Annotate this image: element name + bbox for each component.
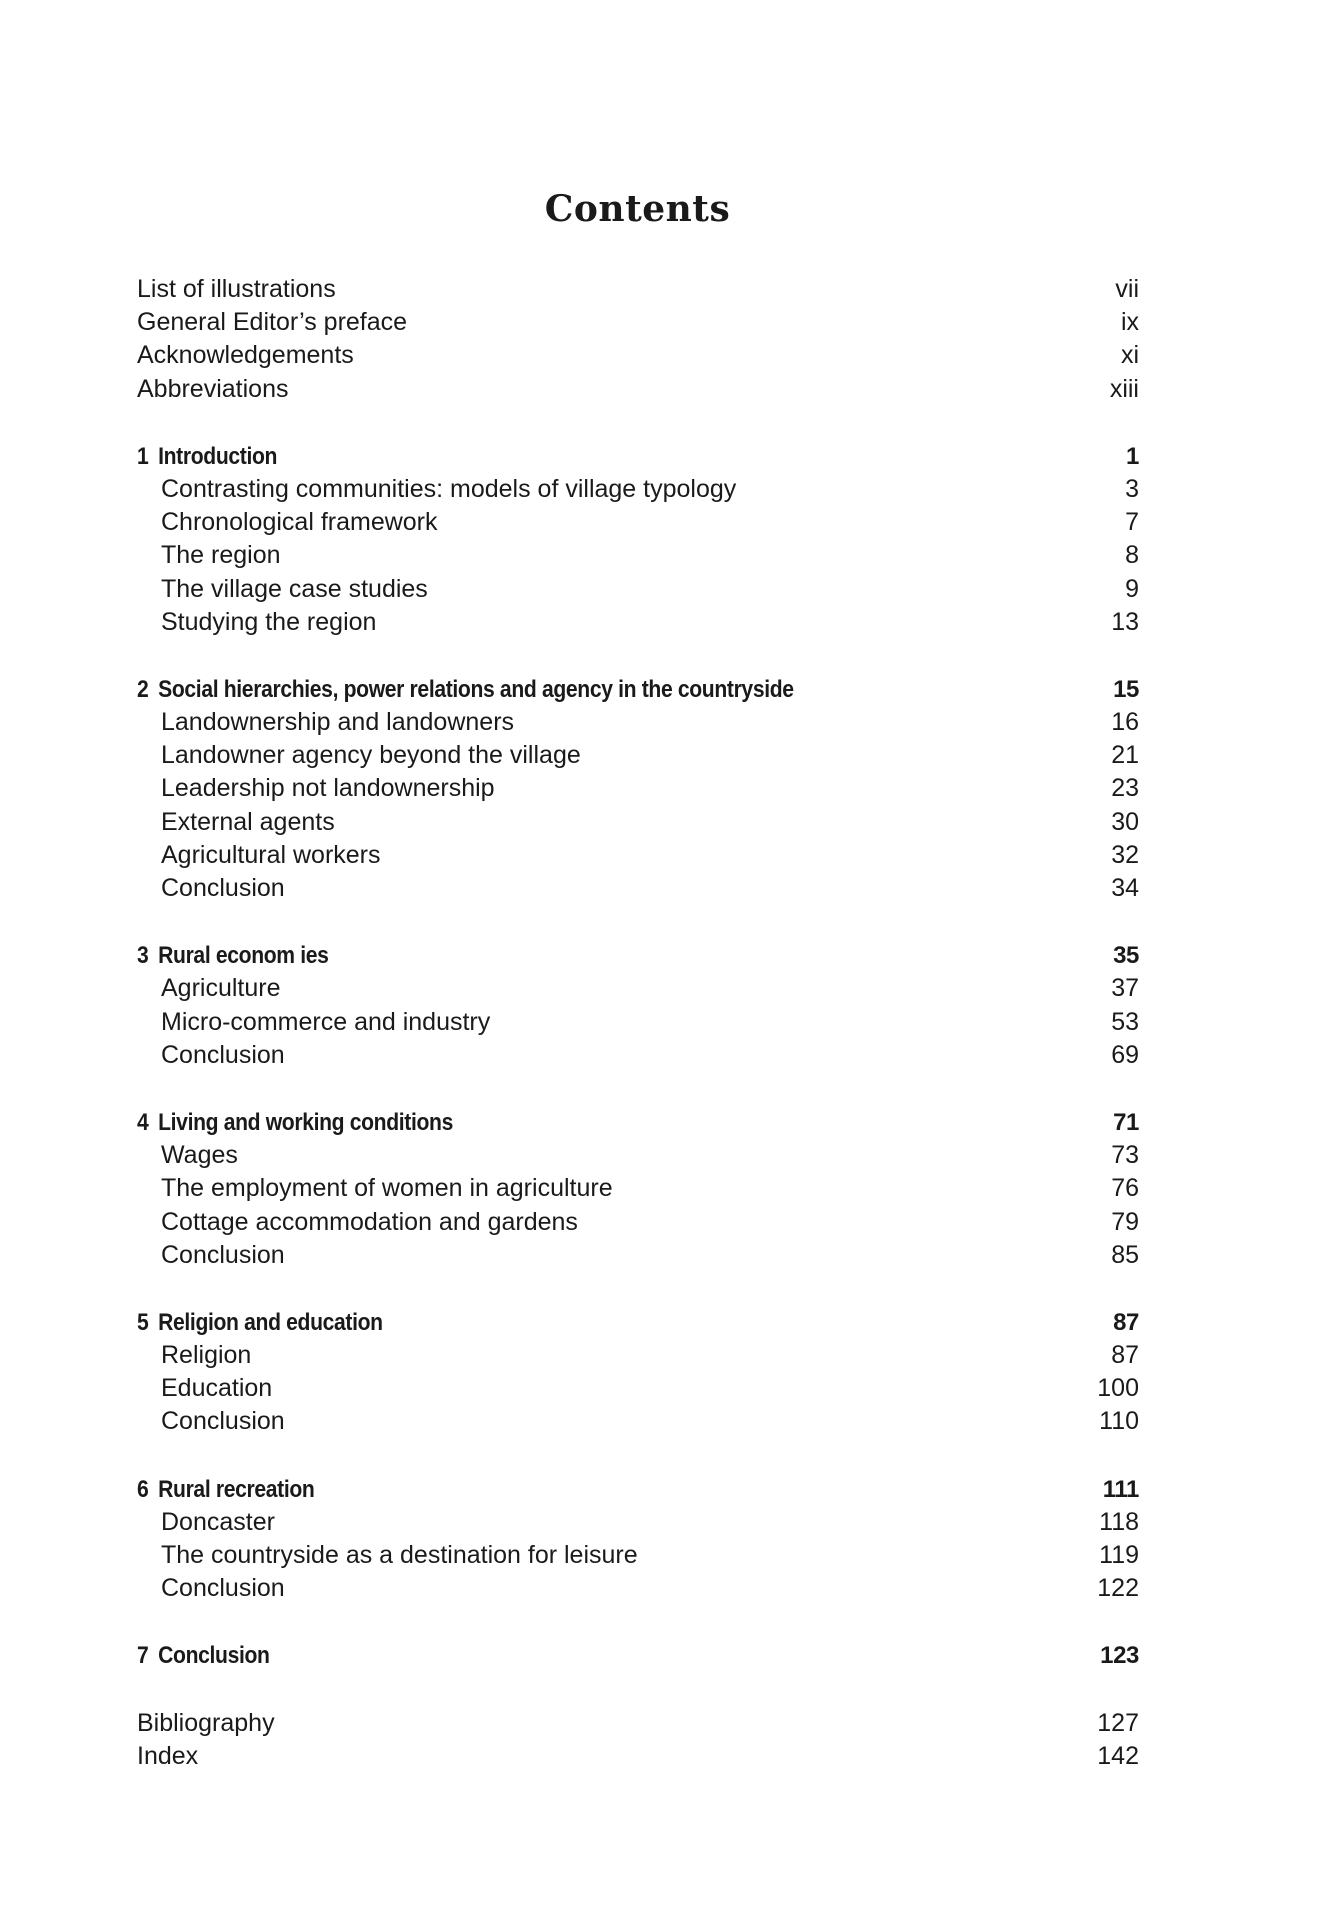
section-entry[interactable] <box>137 839 1139 872</box>
toc-entry-label: List of illustrations <box>137 275 336 303</box>
section-entry[interactable] <box>137 872 1139 905</box>
page-number: 69 <box>1111 1040 1139 1069</box>
page-number: 37 <box>1111 974 1139 1003</box>
section-entry-label: Conclusion <box>161 1040 285 1069</box>
chapter-entry[interactable] <box>137 1306 1139 1339</box>
chapter-group <box>137 1473 1139 1606</box>
toc-entry-label: Index <box>137 1741 199 1770</box>
page-title: Contents <box>544 188 731 230</box>
page-number: 127 <box>1097 1708 1139 1737</box>
section-entry-label: Cottage accommodation and gardens <box>161 1207 578 1236</box>
section-entry-label: The employment of women in agriculture <box>161 1174 613 1203</box>
page-number: 30 <box>1111 807 1139 836</box>
chapter-entry-label <box>137 440 277 473</box>
toc-entry[interactable] <box>137 306 1139 339</box>
page-number: 111 <box>1102 1475 1139 1503</box>
page-number: xiii <box>1109 374 1139 403</box>
section-entry-label: Conclusion <box>161 1240 285 1269</box>
toc-entry[interactable] <box>137 1740 1139 1773</box>
section-entry[interactable] <box>137 539 1139 572</box>
page-number: 118 <box>1099 1507 1139 1536</box>
chapter-group <box>137 440 1139 639</box>
toc-entry[interactable] <box>137 1707 1139 1740</box>
section-entry[interactable] <box>137 506 1139 539</box>
chapter-title: Living and working conditions <box>158 1108 453 1136</box>
chapter-entry-label <box>137 1473 314 1506</box>
chapter-title: Rural econom ies <box>158 942 329 970</box>
section-entry[interactable] <box>137 772 1139 805</box>
section-entry[interactable] <box>137 972 1139 1005</box>
section-entry[interactable] <box>137 573 1139 606</box>
page-number: 87 <box>1113 1308 1139 1336</box>
section-entry-label: Studying the region <box>161 607 377 636</box>
section-entry-label: Religion <box>161 1341 252 1370</box>
section-entry[interactable] <box>137 1239 1139 1272</box>
section-entry-label: Agriculture <box>161 974 281 1003</box>
page-number: 16 <box>1111 708 1139 737</box>
page-number: 53 <box>1111 1007 1139 1036</box>
page-number: 87 <box>1111 1341 1139 1370</box>
chapter-number: 2 <box>137 675 149 703</box>
page-number: 79 <box>1111 1207 1139 1236</box>
chapter-entry[interactable] <box>137 673 1139 706</box>
chapter-group <box>137 673 1139 905</box>
chapter-entry-label <box>137 1639 270 1672</box>
section-entry-label: External agents <box>161 807 335 836</box>
page-number: 71 <box>1113 1108 1139 1136</box>
page-number: 23 <box>1111 774 1139 803</box>
section-entry[interactable] <box>137 1206 1139 1239</box>
page-number: 85 <box>1111 1240 1139 1269</box>
page-number: 76 <box>1111 1174 1139 1203</box>
chapter-title: Conclusion <box>158 1642 270 1670</box>
toc-entry[interactable] <box>137 373 1139 406</box>
page-number: 123 <box>1100 1642 1139 1670</box>
page-number: xi <box>1120 341 1139 370</box>
page-number: 119 <box>1099 1541 1139 1569</box>
chapter-entry[interactable] <box>137 1106 1139 1139</box>
page-number: 142 <box>1097 1741 1139 1770</box>
chapter-number: 4 <box>137 1108 149 1136</box>
page-number: ix <box>1120 308 1139 337</box>
page-number: 1 <box>1126 442 1139 470</box>
toc-entry-label: General Editor’s preface <box>137 308 408 337</box>
chapter-title: Religion and education <box>158 1308 383 1336</box>
section-entry[interactable] <box>137 1506 1139 1539</box>
section-entry[interactable] <box>137 1172 1139 1205</box>
toc-entry-label: Acknowledgements <box>137 341 354 370</box>
section-entry-label: Chronological framework <box>161 508 438 537</box>
page-number: vii <box>1115 275 1139 303</box>
page-number: 9 <box>1125 574 1139 603</box>
section-entry-label: Agricultural workers <box>161 840 381 869</box>
page-number: 13 <box>1111 607 1139 636</box>
section-entry-label: Conclusion <box>161 1574 285 1603</box>
toc-entry-label: Abbreviations <box>137 374 289 403</box>
page-number: 32 <box>1111 840 1139 869</box>
front-matter <box>137 273 1139 406</box>
section-entry[interactable] <box>137 1006 1139 1039</box>
chapter-entry-label <box>137 1106 453 1139</box>
page-number: 34 <box>1111 874 1139 902</box>
chapter-number: 3 <box>137 942 149 970</box>
chapter-number: 6 <box>137 1475 149 1503</box>
chapter-title: Introduction <box>158 442 278 470</box>
section-entry-label: Leadership not landownership <box>161 774 495 803</box>
section-entry[interactable] <box>137 1539 1139 1572</box>
chapter-title: Rural recreation <box>158 1475 315 1503</box>
page-number: 100 <box>1097 1374 1139 1403</box>
section-entry-label: Conclusion <box>161 1407 285 1436</box>
section-entry-label: Wages <box>161 1141 238 1170</box>
chapter-group <box>137 1306 1139 1439</box>
chapter-entry[interactable] <box>137 440 1139 473</box>
section-entry-label: The village case studies <box>161 574 428 603</box>
chapter-number: 7 <box>137 1642 149 1670</box>
chapter-entry-label <box>137 1306 383 1339</box>
page-number: 73 <box>1111 1141 1139 1170</box>
back-matter <box>137 1707 1139 1773</box>
section-entry[interactable] <box>137 806 1139 839</box>
section-entry-label: Landowner agency beyond the village <box>161 741 581 770</box>
toc-entry[interactable] <box>137 273 1139 306</box>
chapter-group <box>137 1639 1139 1672</box>
section-entry-label: Micro-commerce and industry <box>161 1007 491 1036</box>
section-entry-label: Education <box>161 1374 273 1403</box>
page-number: 7 <box>1125 508 1139 537</box>
toc-entry-label: Bibliography <box>137 1708 275 1737</box>
section-entry[interactable] <box>137 1339 1139 1372</box>
section-entry-label: The countryside as a destination for leisure <box>161 1541 638 1569</box>
section-entry-label: Conclusion <box>161 874 285 902</box>
section-entry-label: The region <box>161 541 281 570</box>
page-number: 3 <box>1125 474 1139 503</box>
table-of-contents <box>137 273 1139 1807</box>
chapter-number: 1 <box>137 442 149 470</box>
section-entry[interactable] <box>137 739 1139 772</box>
chapter-title: Social hierarchies, power relations and agency in the countryside <box>158 675 794 703</box>
chapter-entry-label <box>137 673 794 706</box>
section-entry[interactable] <box>137 606 1139 639</box>
chapter-entry[interactable] <box>137 1639 1139 1672</box>
section-entry[interactable] <box>137 1039 1139 1072</box>
chapter-entry-label <box>137 939 329 972</box>
chapter-entry[interactable] <box>137 1473 1139 1506</box>
section-entry[interactable] <box>137 706 1139 739</box>
section-entry[interactable] <box>137 1405 1139 1438</box>
page-number: 35 <box>1113 942 1139 970</box>
section-entry[interactable] <box>137 1372 1139 1405</box>
chapter-group <box>137 939 1139 1072</box>
chapter-entry[interactable] <box>137 939 1139 972</box>
chapter-number: 5 <box>137 1308 149 1336</box>
section-entry-label: Doncaster <box>161 1507 275 1536</box>
chapter-group <box>137 1106 1139 1272</box>
section-entry[interactable] <box>137 1139 1139 1172</box>
page-number: 15 <box>1113 675 1139 703</box>
page-number: 110 <box>1099 1407 1139 1436</box>
section-entry[interactable] <box>137 473 1139 506</box>
section-entry-label: Landownership and landowners <box>161 708 515 737</box>
page-number: 8 <box>1125 541 1139 570</box>
page-number: 21 <box>1111 741 1139 770</box>
page-number: 122 <box>1097 1574 1139 1603</box>
section-entry[interactable] <box>137 1572 1139 1605</box>
section-entry-label: Contrasting communities: models of village typology <box>161 474 737 503</box>
toc-entry[interactable] <box>137 339 1139 372</box>
